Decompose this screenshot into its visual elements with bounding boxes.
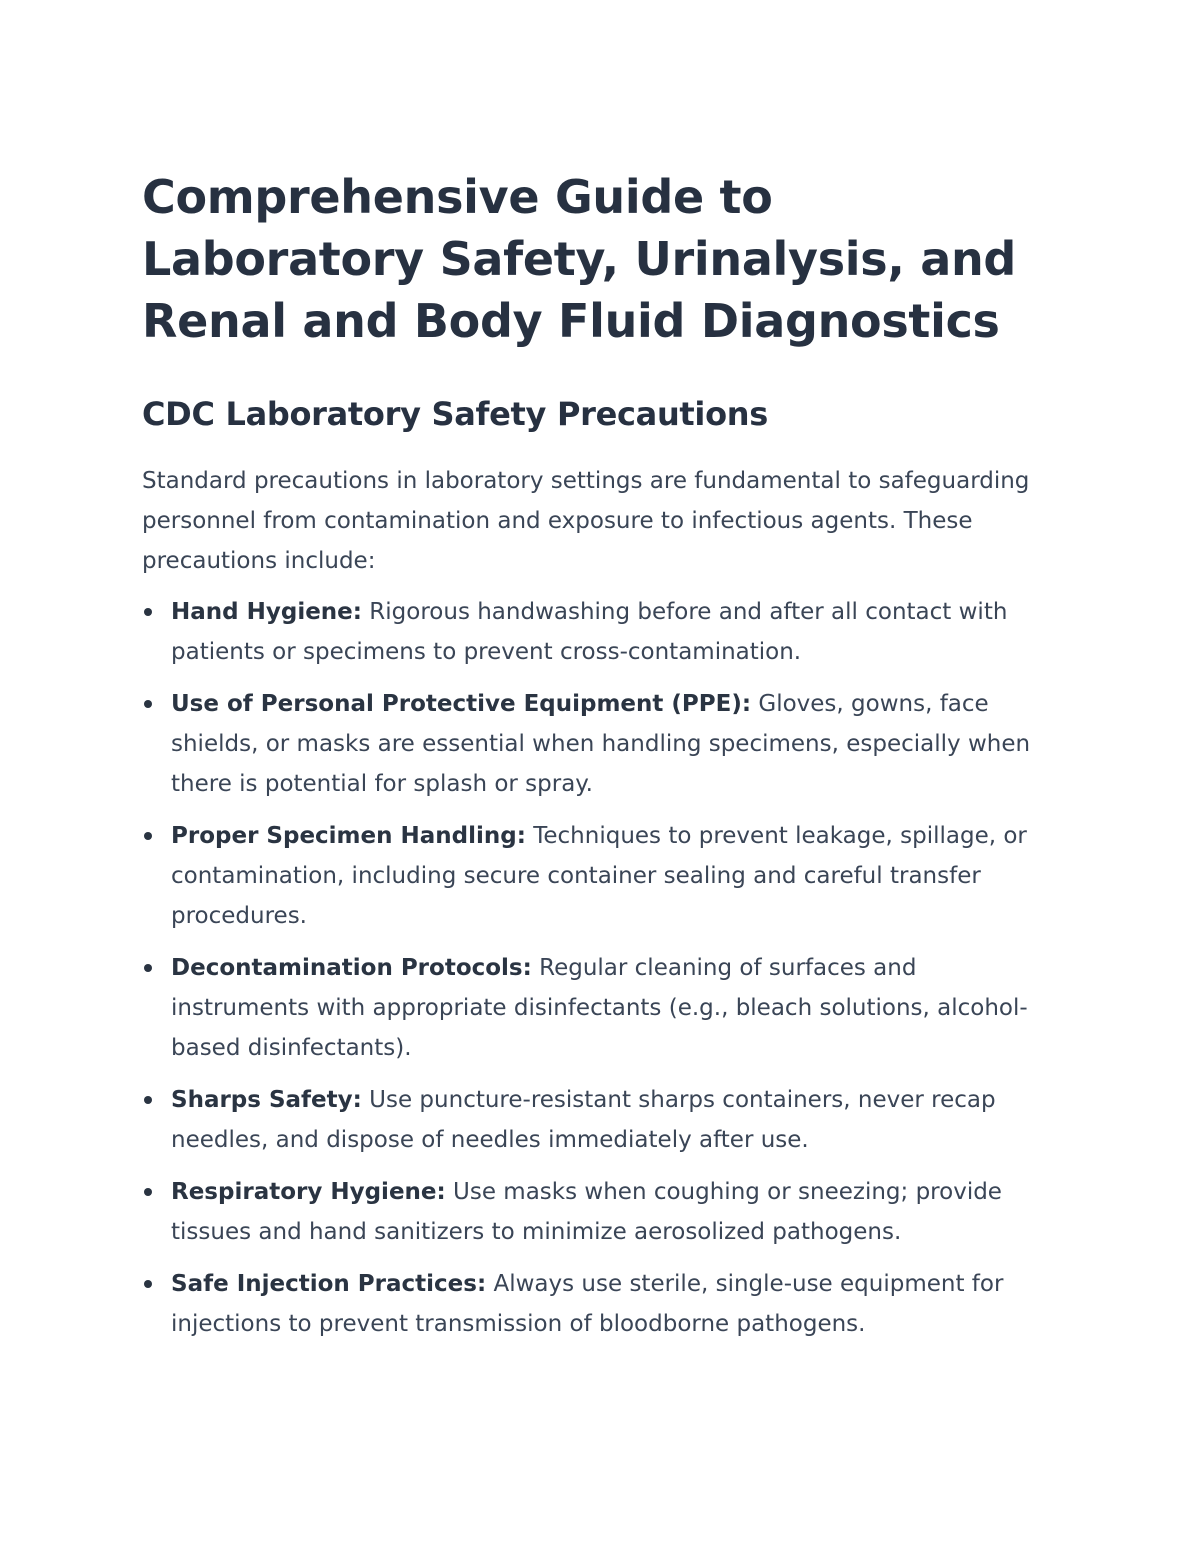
list-item-text: Techniques to prevent leakage, spillage, or contamination, including secure container sealing and careful transfer procedures. (171, 823, 1027, 929)
list-item-term: Respiratory Hygiene: (171, 1179, 446, 1205)
list-item-text: Rigorous handwashing before and after all contact with patients or specimens to prevent cross-contamination. (171, 599, 1008, 665)
bullet-icon (144, 700, 152, 708)
list-item-text: Use puncture-resistant sharps containers, never recap needles, and dispose of needles immediately after use. (171, 1087, 996, 1153)
list-item (142, 684, 1052, 804)
list-item (142, 816, 1052, 936)
list-item (142, 1264, 1052, 1344)
list-item-term: Sharps Safety: (171, 1087, 362, 1113)
bullet-icon (144, 1280, 152, 1288)
list-item-term: Hand Hygiene: (171, 599, 362, 625)
list-item (142, 948, 1052, 1068)
bullet-icon (144, 1096, 152, 1104)
bullet-icon (144, 1188, 152, 1196)
list-item-term: Safe Injection Practices: (171, 1271, 487, 1297)
document-title: Comprehensive Guide to Laboratory Safety, Urinalysis, and Renal and Body Fluid Diagnostics (142, 170, 1017, 348)
list-item-term: Decontamination Protocols: (171, 955, 532, 981)
bullet-icon (144, 964, 152, 972)
precautions-list (142, 592, 1052, 1344)
bullet-icon (144, 832, 152, 840)
list-item-text: Use masks when coughing or sneezing; provide tissues and hand sanitizers to minimize aerosolized pathogens. (171, 1179, 1002, 1245)
list-item-term: Proper Specimen Handling: (171, 823, 526, 849)
intro-paragraph: Standard precautions in laboratory settings are fundamental to safeguarding personnel from contamination and exposure to infectious agents. These precautions include: (142, 468, 1030, 574)
document-page (142, 166, 1052, 1356)
list-item (142, 1172, 1052, 1252)
list-item-term: Use of Personal Protective Equipment (PPE): (171, 691, 752, 717)
bullet-icon (144, 608, 152, 616)
list-item (142, 1080, 1052, 1160)
list-item (142, 592, 1052, 672)
list-item-text: Always use sterile, single-use equipment for injections to prevent transmission of bloodborne pathogens. (171, 1271, 1004, 1337)
list-item-text: Regular cleaning of surfaces and instruments with appropriate disinfectants (e.g., bleach solutions, alcohol-based disinfectants). (171, 955, 1028, 1061)
section-heading: CDC Laboratory Safety Precautions (142, 395, 769, 433)
list-item-text: Gloves, gowns, face shields, or masks are essential when handling specimens, especially when there is potential for splash or spray. (171, 691, 1031, 797)
